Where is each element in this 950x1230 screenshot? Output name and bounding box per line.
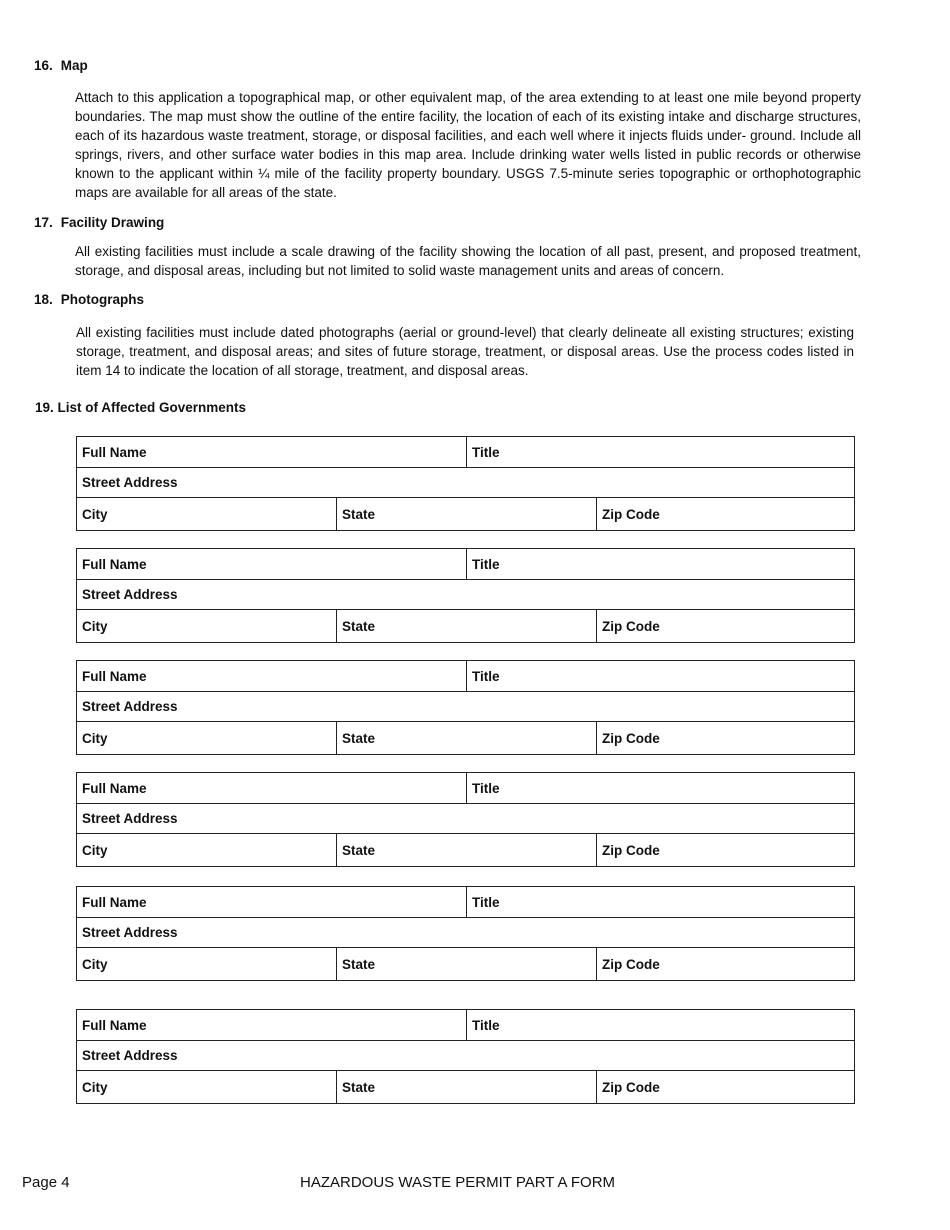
government-entry-1	[76, 436, 855, 531]
title-field[interactable]: Title	[466, 1010, 854, 1040]
city-field[interactable]: City	[82, 506, 108, 522]
section-title: Facility Drawing	[60, 215, 165, 230]
zip-code-field[interactable]: Zip Code	[596, 498, 854, 530]
title-field[interactable]: Title	[466, 887, 854, 917]
street-address-field[interactable]: Street Address	[82, 1048, 178, 1063]
state-field[interactable]: State	[336, 1071, 596, 1103]
zip-code-field[interactable]: Zip Code	[596, 1071, 854, 1103]
section-16-heading	[34, 58, 88, 73]
street-address-field[interactable]: Street Address	[82, 699, 178, 714]
zip-code-field[interactable]: Zip Code	[596, 722, 854, 754]
title-field[interactable]: Title	[466, 549, 854, 579]
page-number: Page 4	[22, 1174, 70, 1191]
full-name-field[interactable]: Full Name	[82, 1017, 147, 1033]
government-entry-4	[76, 772, 855, 867]
full-name-field[interactable]: Full Name	[82, 556, 147, 572]
section-18-text: All existing facilities must include dated photographs (aerial or ground-level) that clearly delineate all existing structures; existing storage, treatment, and disposal areas; and sites of future storage, treatment, or disposal areas. Use the process codes listed in item 14 to indicate the location of all storage, treatment, and disposal areas.	[76, 325, 854, 378]
section-number: 18.	[34, 292, 53, 307]
city-field[interactable]: City	[82, 956, 108, 972]
street-address-field[interactable]: Street Address	[82, 587, 178, 602]
section-17-text: All existing facilities must include a scale drawing of the facility showing the location of all past, present, and proposed treatment, storage, and disposal areas, including but not limited to solid waste management units and areas of concern.	[75, 244, 861, 278]
title-field[interactable]: Title	[466, 437, 854, 467]
full-name-field[interactable]: Full Name	[82, 444, 147, 460]
state-field[interactable]: State	[336, 948, 596, 980]
section-title: Map	[60, 58, 88, 73]
street-address-field[interactable]: Street Address	[82, 925, 178, 940]
state-field[interactable]: State	[336, 722, 596, 754]
section-17-heading	[34, 215, 164, 230]
section-16-text: Attach to this application a topographical map, or other equivalent map, of the area extending to at least one mile beyond property boundaries. The map must show the outline of the entire facility, the location of each of its existing intake and discharge structures, each of its hazardous waste treatment, storage, or disposal facilities, and each well where it injects fluids under- ground. Include all springs, rivers, and other surface water bodies in this map area. Include drinking water wells listed in public records or otherwise known to the applicant within ¼ mile of the facility property boundary. USGS 7.5-minute series topographic or orthophotographic maps are available for all areas of the state.	[75, 90, 861, 200]
title-field[interactable]: Title	[466, 773, 854, 803]
government-entry-2	[76, 548, 855, 643]
city-field[interactable]: City	[82, 1079, 108, 1095]
street-address-field[interactable]: Street Address	[82, 475, 178, 490]
title-field[interactable]: Title	[466, 661, 854, 691]
zip-code-field[interactable]: Zip Code	[596, 610, 854, 642]
state-field[interactable]: State	[336, 610, 596, 642]
government-entry-5	[76, 886, 855, 981]
form-title-footer: HAZARDOUS WASTE PERMIT PART A FORM	[300, 1174, 616, 1191]
full-name-field[interactable]: Full Name	[82, 668, 147, 684]
full-name-field[interactable]: Full Name	[82, 780, 147, 796]
state-field[interactable]: State	[336, 834, 596, 866]
government-entry-3	[76, 660, 855, 755]
zip-code-field[interactable]: Zip Code	[596, 834, 854, 866]
government-entry-6	[76, 1009, 855, 1104]
section-title: Photographs	[60, 292, 145, 307]
full-name-field[interactable]: Full Name	[82, 894, 147, 910]
section-18-heading	[34, 292, 144, 307]
section-number: 16.	[34, 58, 53, 73]
section-19-heading: 19. List of Affected Governments	[35, 400, 247, 415]
section-number: 17.	[34, 215, 53, 230]
city-field[interactable]: City	[82, 842, 108, 858]
city-field[interactable]: City	[82, 730, 108, 746]
state-field[interactable]: State	[336, 498, 596, 530]
street-address-field[interactable]: Street Address	[82, 811, 178, 826]
city-field[interactable]: City	[82, 618, 108, 634]
zip-code-field[interactable]: Zip Code	[596, 948, 854, 980]
